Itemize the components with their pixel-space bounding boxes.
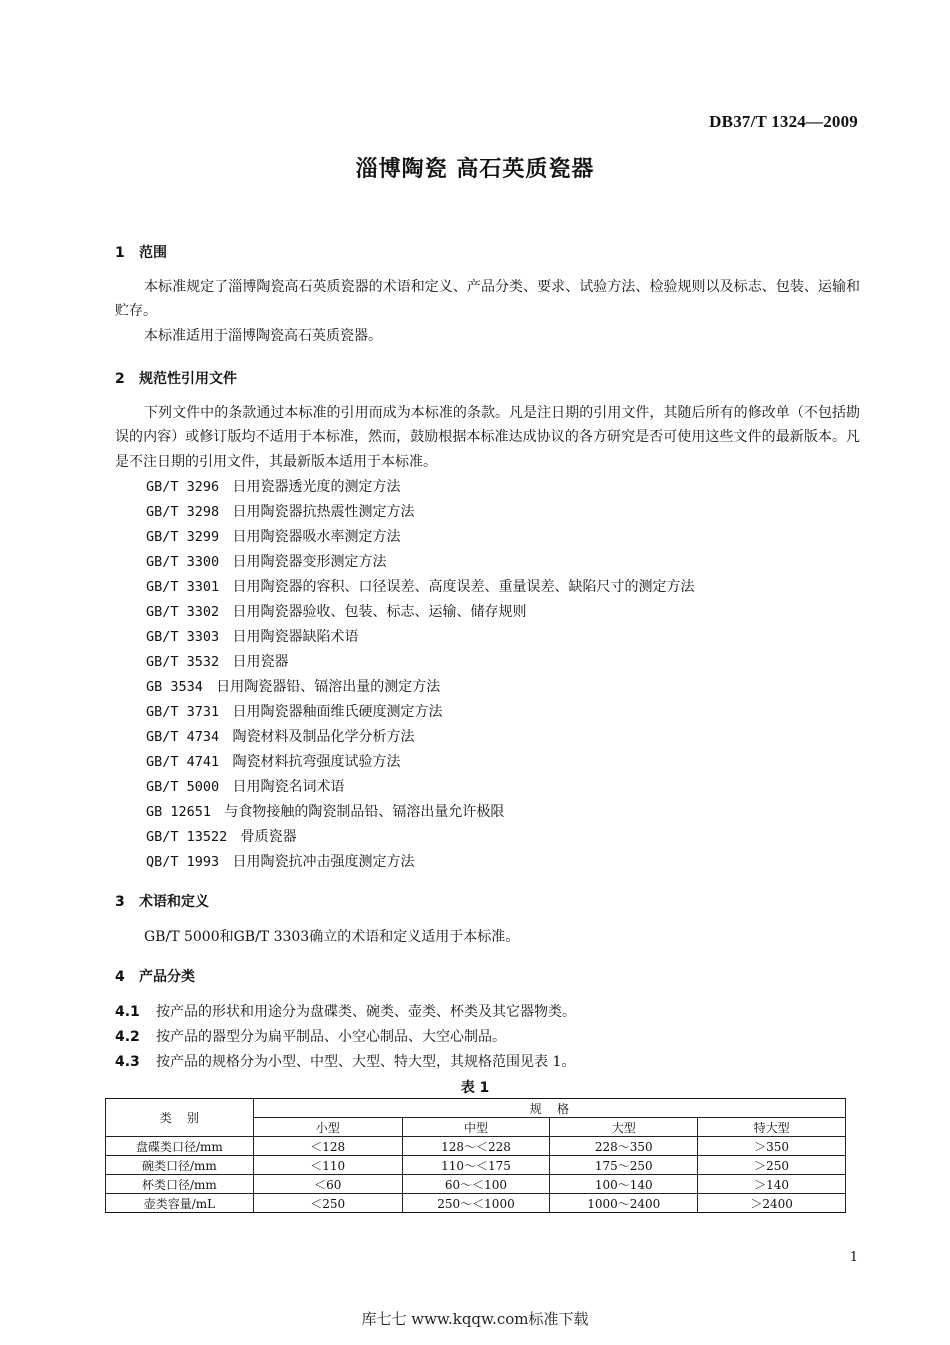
reference-code: GB/T 5000 xyxy=(146,779,220,795)
reference-code: GB 12651 xyxy=(146,804,212,820)
scope-paragraph-2: 本标准适用于淄博陶瓷高石英质瓷器。 xyxy=(144,328,382,344)
clause-number: 4.3 xyxy=(115,1054,140,1070)
reference-item xyxy=(146,652,289,672)
table-caption: 表 1 xyxy=(460,1080,490,1096)
clause-text: 按产品的规格分为小型、中型、大型、特大型，其规格范围见表 1。 xyxy=(156,1054,576,1070)
row-label: 盘碟类口径/mm xyxy=(106,1137,254,1156)
table-cell: ＞140 xyxy=(698,1175,846,1194)
table-cell: 1000～2400 xyxy=(550,1194,698,1213)
reference-item xyxy=(146,777,345,797)
table-row xyxy=(106,1194,846,1213)
table-cell: 60～＜100 xyxy=(402,1175,550,1194)
table-row xyxy=(106,1156,846,1175)
section-title: 产品分类 xyxy=(139,969,195,985)
table-cell: ＜128 xyxy=(253,1137,402,1156)
reference-code: GB/T 3532 xyxy=(146,654,220,670)
clause-number: 4.2 xyxy=(115,1029,140,1045)
clause-text: 按产品的器型分为扁平制品、小空心制品、大空心制品。 xyxy=(156,1029,506,1045)
scope-paragraph-1: 本标准规定了淄博陶瓷高石英质瓷器的术语和定义、产品分类、要求、试验方法、检验规则以及标志、包装、运输和贮存。 xyxy=(115,279,860,320)
reference-title: 日用陶瓷器变形测定方法 xyxy=(232,554,387,570)
reference-code: GB/T 3302 xyxy=(146,604,220,620)
section-3-heading xyxy=(115,891,209,911)
section-number: 1 xyxy=(115,245,125,261)
reference-item xyxy=(146,852,415,872)
reference-code: GB/T 13522 xyxy=(146,829,228,845)
row-label: 杯类口径/mm xyxy=(106,1175,254,1194)
reference-item xyxy=(146,752,401,772)
reference-code: GB/T 4741 xyxy=(146,754,220,770)
section-2-heading xyxy=(115,368,237,388)
section-number: 3 xyxy=(115,894,125,910)
size-header: 中型 xyxy=(402,1118,550,1137)
page-number: 1 xyxy=(849,1250,858,1265)
table-cell: ＞2400 xyxy=(698,1194,846,1213)
clause-text: 按产品的形状和用途分为盘碟类、碗类、壶类、杯类及其它器物类。 xyxy=(156,1004,576,1020)
size-header: 大型 xyxy=(550,1118,698,1137)
reference-code: QB/T 1993 xyxy=(146,854,220,870)
reference-item xyxy=(146,677,440,697)
table-cell: ＞350 xyxy=(698,1137,846,1156)
references-intro: 下列文件中的条款通过本标准的引用而成为本标准的条款。凡是注日期的引用文件，其随后所有的修改单（不包括勘误的内容）或修订版均不适用于本标准，然而，鼓励根据本标准达成协议的各方研究是否可使用这些文件的最新版本。凡是不注日期的引用文件，其最新版本适用于本标准。 xyxy=(115,405,860,470)
reference-code: GB/T 3296 xyxy=(146,479,220,495)
table-cell: 228～350 xyxy=(550,1137,698,1156)
reference-item xyxy=(146,802,504,822)
reference-code: GB/T 3298 xyxy=(146,504,220,520)
reference-item xyxy=(146,577,695,597)
size-header: 小型 xyxy=(253,1118,402,1137)
reference-item xyxy=(146,627,359,647)
section-title: 术语和定义 xyxy=(139,894,209,910)
reference-item xyxy=(146,702,443,722)
section-title: 规范性引用文件 xyxy=(139,371,237,387)
table-cell: ＜110 xyxy=(253,1156,402,1175)
spec-header: 规 格 xyxy=(253,1099,845,1118)
reference-title: 日用陶瓷器釉面维氏硬度测定方法 xyxy=(232,704,443,720)
table-cell: ＜250 xyxy=(253,1194,402,1213)
reference-title: 日用陶瓷器吸水率测定方法 xyxy=(232,529,401,545)
reference-title: 日用瓷器透光度的测定方法 xyxy=(232,479,401,495)
reference-code: GB/T 3731 xyxy=(146,704,220,720)
clause-number: 4.1 xyxy=(115,1004,140,1020)
reference-item xyxy=(146,827,297,847)
reference-title: 陶瓷材料抗弯强度试验方法 xyxy=(232,754,401,770)
reference-code: GB/T 4734 xyxy=(146,729,220,745)
reference-item xyxy=(146,502,415,522)
row-label: 壶类容量/mL xyxy=(106,1194,254,1213)
reference-title: 与食物接触的陶瓷制品铅、镉溶出量允许极限 xyxy=(224,804,505,820)
reference-title: 日用陶瓷器验收、包装、标志、运输、储存规则 xyxy=(232,604,527,620)
reference-code: GB/T 3303 xyxy=(146,629,220,645)
table-cell: ＞250 xyxy=(698,1156,846,1175)
table-row xyxy=(106,1175,846,1194)
reference-title: 日用陶瓷器抗热震性测定方法 xyxy=(232,504,415,520)
reference-item xyxy=(146,477,401,497)
table-cell: 100～140 xyxy=(550,1175,698,1194)
reference-code: GB/T 3300 xyxy=(146,554,220,570)
table-cell: 175～250 xyxy=(550,1156,698,1175)
reference-title: 日用瓷器 xyxy=(232,654,289,670)
size-spec-table xyxy=(105,1098,846,1213)
reference-title: 日用陶瓷器缺陷术语 xyxy=(232,629,359,645)
reference-title: 日用陶瓷名词术语 xyxy=(232,779,345,795)
reference-title: 陶瓷材料及制品化学分析方法 xyxy=(232,729,415,745)
table-cell: 128～＜228 xyxy=(402,1137,550,1156)
document-title: 淄博陶瓷 高石英质瓷器 xyxy=(355,157,595,182)
reference-item xyxy=(146,552,387,572)
reference-code: GB/T 3299 xyxy=(146,529,220,545)
section-title: 范围 xyxy=(139,245,167,261)
clause-4-1 xyxy=(115,1002,576,1022)
terms-paragraph: GB/T 5000和GB/T 3303确立的术语和定义适用于本标准。 xyxy=(144,929,520,945)
clause-4-2 xyxy=(115,1027,506,1047)
category-header: 类 别 xyxy=(106,1099,254,1137)
reference-title: 骨质瓷器 xyxy=(240,829,297,845)
section-number: 2 xyxy=(115,371,125,387)
reference-item xyxy=(146,727,415,747)
table-cell: ＜60 xyxy=(253,1175,402,1194)
reference-title: 日用陶瓷抗冲击强度测定方法 xyxy=(232,854,415,870)
row-label: 碗类口径/mm xyxy=(106,1156,254,1175)
table-cell: 250～＜1000 xyxy=(402,1194,550,1213)
section-1-heading xyxy=(115,242,167,262)
section-number: 4 xyxy=(115,969,125,985)
section-4-heading xyxy=(115,966,195,986)
reference-title: 日用陶瓷器铅、镉溶出量的测定方法 xyxy=(216,679,441,695)
reference-code: GB 3534 xyxy=(146,679,203,695)
reference-code: GB/T 3301 xyxy=(146,579,220,595)
size-header: 特大型 xyxy=(698,1118,846,1137)
clause-4-3 xyxy=(115,1052,575,1072)
reference-item xyxy=(146,527,401,547)
reference-title: 日用陶瓷器的容积、口径误差、高度误差、重量误差、缺陷尺寸的测定方法 xyxy=(232,579,695,595)
reference-item xyxy=(146,602,527,622)
footer-text: 库七七 www.kqqw.com标准下载 xyxy=(361,1310,589,1328)
table-row xyxy=(106,1137,846,1156)
standard-code: DB37/T 1324—2009 xyxy=(709,112,858,131)
table-cell: 110～＜175 xyxy=(402,1156,550,1175)
